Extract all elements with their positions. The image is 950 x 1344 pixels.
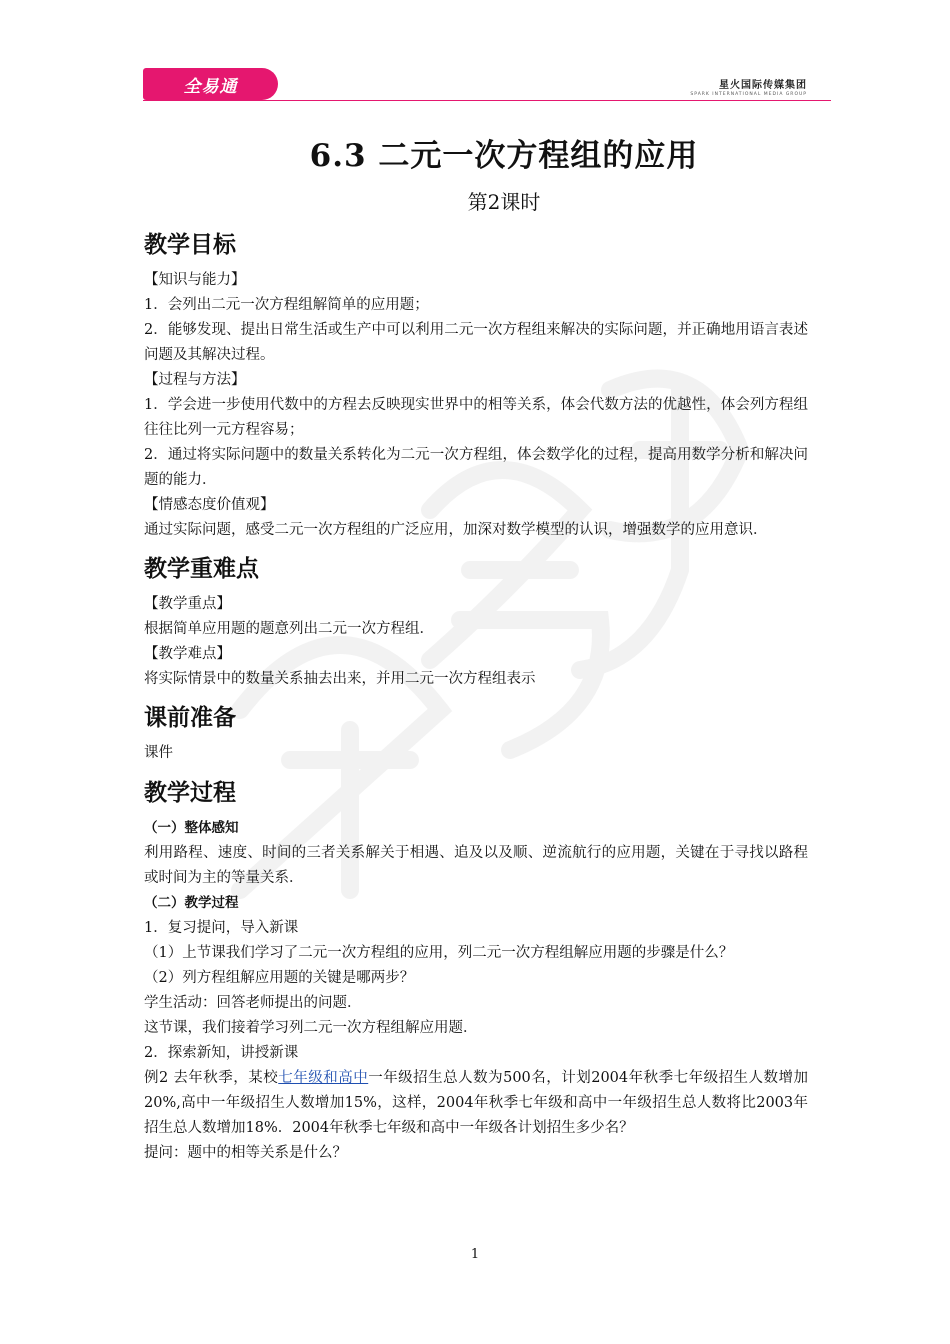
paragraph: 1．会列出二元一次方程组解简单的应用题；: [144, 297, 429, 313]
document-body: [144, 130, 808, 1166]
label-emotion: 【情感态度价值观】: [144, 497, 275, 513]
quanyitong-logo: 全易通: [143, 68, 278, 100]
section-heading-process: 教学过程: [144, 780, 236, 806]
paragraph: （1）上节课我们学习了二元一次方程组的应用，列二元一次方程组解应用题的步骤是什么？: [144, 945, 734, 961]
section-heading-preparation: 课前准备: [144, 705, 236, 731]
example-text: 例2 去年秋季，某校: [144, 1070, 279, 1086]
paragraph: 学生活动：回答老师提出的问题．: [144, 995, 362, 1011]
brand-name-cn: 星火国际传媒集团: [719, 80, 807, 91]
label-knowledge: 【知识与能力】: [144, 272, 246, 288]
paragraph: （2）列方程组解应用题的关键是哪两步？: [144, 970, 415, 986]
page-title: 6.3 二元一次方程组的应用: [309, 138, 699, 174]
section-heading-objectives: 教学目标: [144, 232, 236, 258]
example-paragraph: [144, 1066, 808, 1141]
paragraph: 1．学会进一步使用代数中的方程去反映现实世界中的相等关系，体会代数方法的优越性，体会列方程组往往比列一元方程容易；: [144, 397, 808, 438]
page-number: 1: [470, 1247, 480, 1262]
example-link[interactable]: 七年级和高中: [278, 1070, 369, 1086]
subheading: （二）教学过程: [144, 895, 239, 911]
paragraph: 根据简单应用题的题意列出二元一次方程组．: [144, 621, 434, 637]
page-header: [143, 68, 831, 102]
paragraph: 课件: [144, 745, 173, 761]
publisher-brand: [690, 76, 807, 97]
label-process: 【过程与方法】: [144, 372, 246, 388]
paragraph: 这节课，我们接着学习列二元一次方程组解应用题．: [144, 1020, 478, 1036]
label-key: 【教学重点】: [144, 596, 231, 612]
subheading: （一）整体感知: [144, 820, 239, 836]
section-heading-keypoints: 教学重难点: [144, 556, 259, 582]
label-difficulty: 【教学难点】: [144, 646, 231, 662]
header-divider: [143, 100, 831, 101]
paragraph: 2．探索新知，讲授新课: [144, 1045, 299, 1061]
paragraph: 利用路程、速度、时间的三者关系解关于相遇、追及以及顺、逆流航行的应用题，关键在于寻找以路程或时间为主的等量关系．: [144, 845, 808, 886]
paragraph: 提问：题中的相等关系是什么？: [144, 1145, 347, 1161]
brand-name-en: SPARK INTERNATIONAL MEDIA GROUP: [690, 92, 807, 97]
example-text: 一年级招生总人数为500名，计划2004年秋季七年级招生人数增加20%,高中一年级招生人数增加15%，这样，2004年秋季七年级和高中一年级招生总人数将比2003年招生总人数增加18%．2004年秋季七年级和高中一年级各计划招生多少名？: [144, 1070, 809, 1136]
paragraph: 2．能够发现、提出日常生活或生产中可以利用二元一次方程组来解决的实际问题，并正确地用语言表述问题及其解决过程。: [144, 322, 808, 363]
lesson-subtitle: 第2课时: [467, 190, 541, 214]
paragraph: 通过实际问题，感受二元一次方程组的广泛应用，加深对数学模型的认识，增强数学的应用意识．: [144, 522, 768, 538]
paragraph: 将实际情景中的数量关系抽去出来，并用二元一次方程组表示: [144, 671, 536, 687]
paragraph: 1．复习提问，导入新课: [144, 920, 299, 936]
paragraph: 2．通过将实际问题中的数量关系转化为二元一次方程组，体会数学化的过程，提高用数学分析和解决问题的能力．: [144, 447, 808, 488]
